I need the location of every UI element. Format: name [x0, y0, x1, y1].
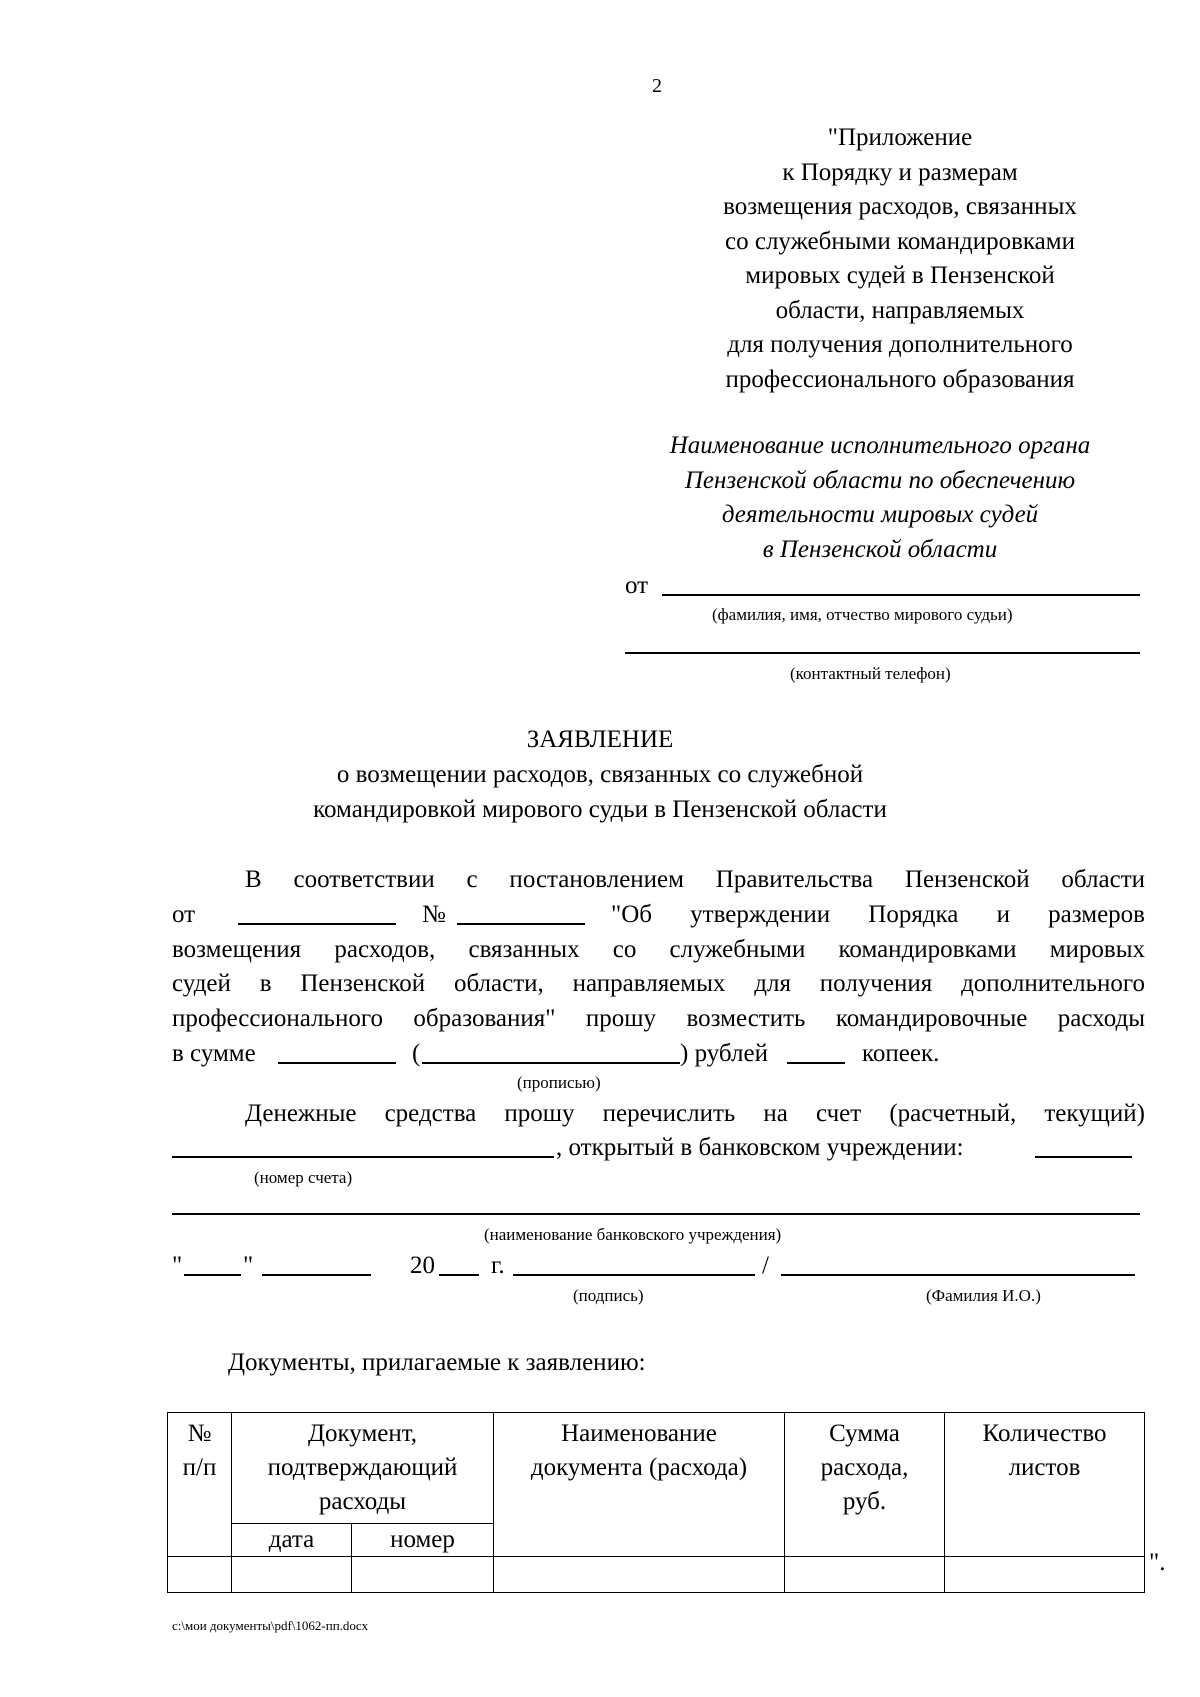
body-line-3: возмещения расходов, связанных со служебными командировками мировых: [172, 936, 1145, 963]
account-hint: (номер счета): [254, 1168, 353, 1187]
bank-text: , открытый в банковском учреждении:: [556, 1134, 964, 1161]
year-line: [439, 1274, 479, 1276]
date-quote-close: ": [243, 1252, 254, 1279]
decree-from-label: от: [172, 901, 196, 928]
closing-quote: ".: [1149, 1549, 1166, 1576]
bank-hint: (наименование банковского учреждения): [484, 1225, 782, 1244]
document-title: ЗАЯВЛЕНИЕ: [526, 726, 674, 753]
sum-rubles-label: ) рублей: [680, 1040, 768, 1067]
footer-path: c:\мои документы\pdf\1062-пп.docx: [172, 1618, 369, 1633]
phone-line: [625, 652, 1140, 654]
body-line-5: профессионального образования" прошу возместить командировочные расходы: [172, 1005, 1145, 1032]
table-row: [168, 1557, 1145, 1593]
annex-line: мировых судей в Пензенской: [745, 262, 1055, 289]
name-line: [781, 1274, 1135, 1276]
year-suffix: г.: [491, 1252, 505, 1279]
annex-line: к Порядку и размерам: [782, 159, 1018, 186]
sum-open-paren: (: [412, 1040, 421, 1067]
signature-hint: (подпись): [573, 1286, 644, 1305]
sum-label: в сумме: [172, 1040, 256, 1067]
table-cell: [168, 1557, 232, 1593]
body-line-4: судей в Пензенской области, направляемых для получения дополнительного: [172, 970, 1145, 997]
table-cell: [945, 1557, 1145, 1593]
header-num: № п/п: [168, 1413, 232, 1557]
account-line: [172, 1156, 554, 1158]
from-label: от: [625, 572, 649, 599]
documents-label: Документы, прилагаемые к заявлению:: [228, 1349, 646, 1376]
bank-name-line: [172, 1213, 1140, 1215]
slash: /: [762, 1252, 769, 1279]
name-hint: (Фамилия И.О.): [926, 1286, 1041, 1305]
year-label: 20: [410, 1252, 435, 1279]
table-cell: [785, 1557, 945, 1593]
table-cell: [352, 1557, 494, 1593]
header-sum: Сумма расхода, руб.: [785, 1413, 945, 1557]
header-document: Документ, подтверждающий расходы: [232, 1413, 494, 1524]
addressee-line: Пензенской области по обеспечению: [684, 467, 1076, 494]
annex-line: области, направляемых: [775, 297, 1025, 324]
date-quote-open: ": [172, 1252, 183, 1279]
addressee-line: в Пензенской области: [762, 536, 998, 563]
sum-words-line: [422, 1062, 680, 1064]
sum-digits-line: [278, 1062, 396, 1064]
phone-hint: (контактный телефон): [790, 664, 951, 683]
table-header-row: [168, 1413, 1145, 1524]
header-date: дата: [232, 1524, 352, 1557]
kopecks-line: [787, 1062, 845, 1064]
fio-hint: (фамилия, имя, отчество мирового судьи): [712, 605, 1013, 624]
kopecks-label: копеек.: [862, 1040, 940, 1067]
document-subtitle: о возмещении расходов, связанных со служебной: [336, 761, 864, 788]
body-line-7: Денежные средства прошу перечислить на счет (расчетный, текущий): [245, 1100, 1145, 1127]
annex-line: для получения дополнительного: [727, 331, 1073, 358]
decree-number-label: №: [422, 901, 446, 928]
words-hint: (прописью): [517, 1073, 601, 1092]
addressee-line: деятельности мировых судей: [721, 501, 1039, 528]
day-line: [184, 1274, 241, 1276]
signature-line: [513, 1274, 755, 1276]
annex-line: профессионального образования: [725, 366, 1075, 393]
header-name: Наименование документа (расхода): [494, 1413, 785, 1557]
decree-date-line: [238, 923, 396, 925]
page-number: 2: [652, 75, 662, 97]
decree-number-line: [457, 923, 585, 925]
table-cell: [494, 1557, 785, 1593]
body-line-1: В соответствии с постановлением Правительства Пензенской области: [245, 866, 1145, 893]
addressee-line: Наименование исполнительного органа: [669, 432, 1091, 459]
document-subtitle: командировкой мирового судьи в Пензенской области: [313, 796, 887, 823]
fio-line: [662, 594, 1140, 596]
table-cell: [232, 1557, 352, 1593]
header-sheets: Количество листов: [945, 1413, 1145, 1557]
decree-title: "Об утверждении Порядка и размеров: [611, 901, 1145, 928]
bank-short-line: [1035, 1156, 1132, 1158]
annex-line: возмещения расходов, связанных: [723, 193, 1077, 220]
month-line: [262, 1274, 371, 1276]
header-number: номер: [352, 1524, 494, 1557]
documents-table: [167, 1412, 1145, 1593]
annex-line: "Приложение: [827, 124, 973, 151]
annex-line: со служебными командировками: [725, 228, 1075, 255]
